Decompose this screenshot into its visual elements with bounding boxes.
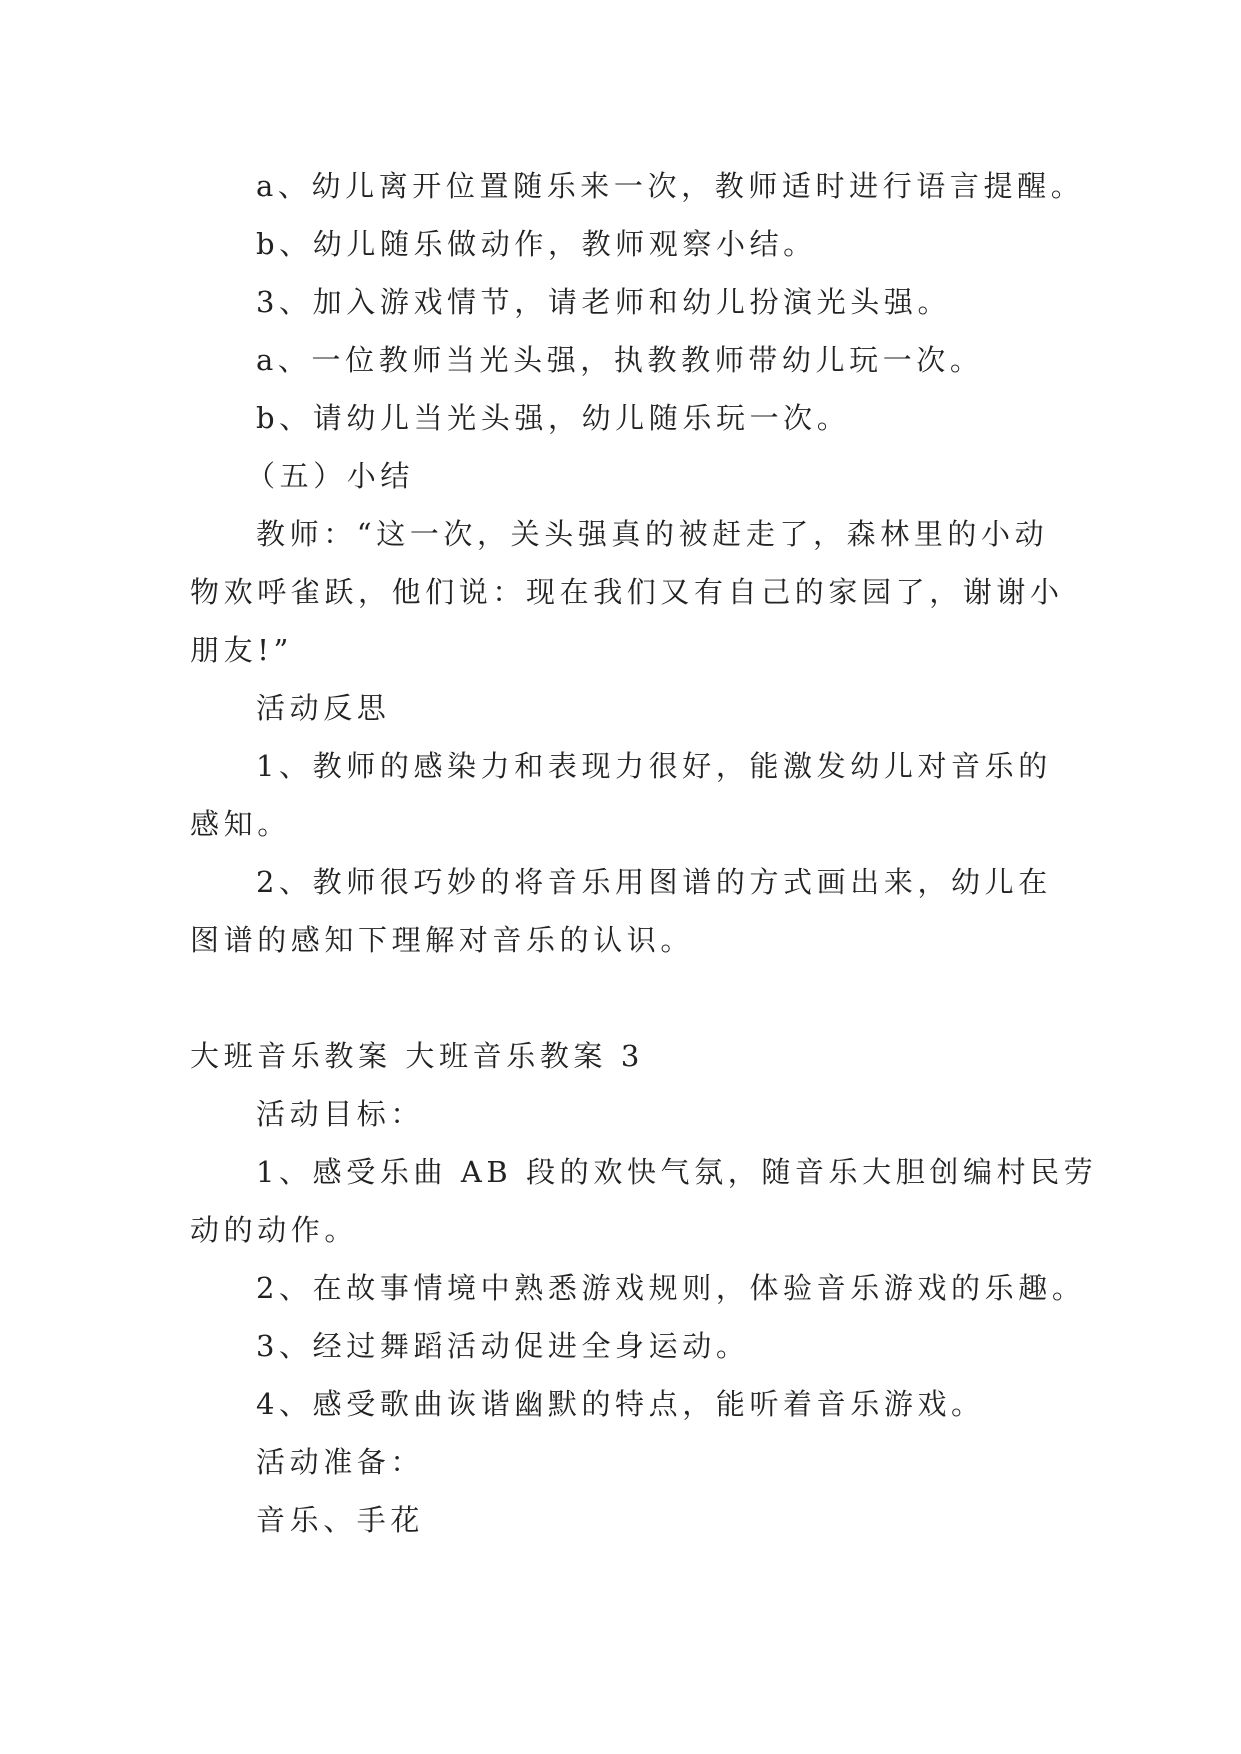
objective-item-1-line-2: 动的动作。 <box>190 1213 359 1247</box>
section-heading-preparation: 活动准备： <box>256 1445 425 1479</box>
objective-item-3: 3、经过舞蹈活动促进全身运动。 <box>256 1329 750 1363</box>
section-heading-summary: （五）小结 <box>246 459 415 493</box>
section-heading-reflection: 活动反思 <box>256 691 391 725</box>
text-line-b-move-with-music: b、幼儿随乐做动作，教师观察小结。 <box>256 227 817 261</box>
reflection-item-2-line-1: 2、教师很巧妙的将音乐用图谱的方式画出来，幼儿在 <box>256 865 1052 899</box>
reflection-item-1-line-2: 感知。 <box>190 807 291 841</box>
text-line-a-teacher-role: a、一位教师当光头强，执教教师带幼儿玩一次。 <box>256 343 984 377</box>
objective-item-4: 4、感受歌曲诙谐幽默的特点，能听着音乐游戏。 <box>256 1387 985 1421</box>
preparation-materials: 音乐、手花 <box>256 1503 425 1537</box>
text-line-a-leave-seat: a、幼儿离开位置随乐来一次，教师适时进行语言提醒。 <box>256 169 1085 203</box>
reflection-item-2-line-2: 图谱的感知下理解对音乐的认识。 <box>190 923 695 957</box>
section-heading-objectives: 活动目标： <box>256 1097 425 1131</box>
objective-item-1-line-1: 1、感受乐曲 AB 段的欢快气氛，随音乐大胆创编村民劳 <box>256 1155 1098 1189</box>
objective-item-2: 2、在故事情境中熟悉游戏规则，体验音乐游戏的乐趣。 <box>256 1271 1086 1305</box>
paragraph-teacher-quote-line-1: 教师：“这一次，关头强真的被赶走了，森林里的小动 <box>256 517 1049 551</box>
paragraph-teacher-quote-line-3: 朋友!” <box>190 633 293 667</box>
paragraph-teacher-quote-line-2: 物欢呼雀跃，他们说：现在我们又有自己的家园了，谢谢小 <box>190 575 1064 609</box>
lesson-title-3: 大班音乐教案 大班音乐教案 3 <box>190 1039 644 1073</box>
reflection-item-1-line-1: 1、教师的感染力和表现力很好，能激发幼儿对音乐的 <box>256 749 1052 783</box>
text-line-b-child-role: b、请幼儿当光头强，幼儿随乐玩一次。 <box>256 401 851 435</box>
text-line-3-game-plot: 3、加入游戏情节，请老师和幼儿扮演光头强。 <box>256 285 952 319</box>
